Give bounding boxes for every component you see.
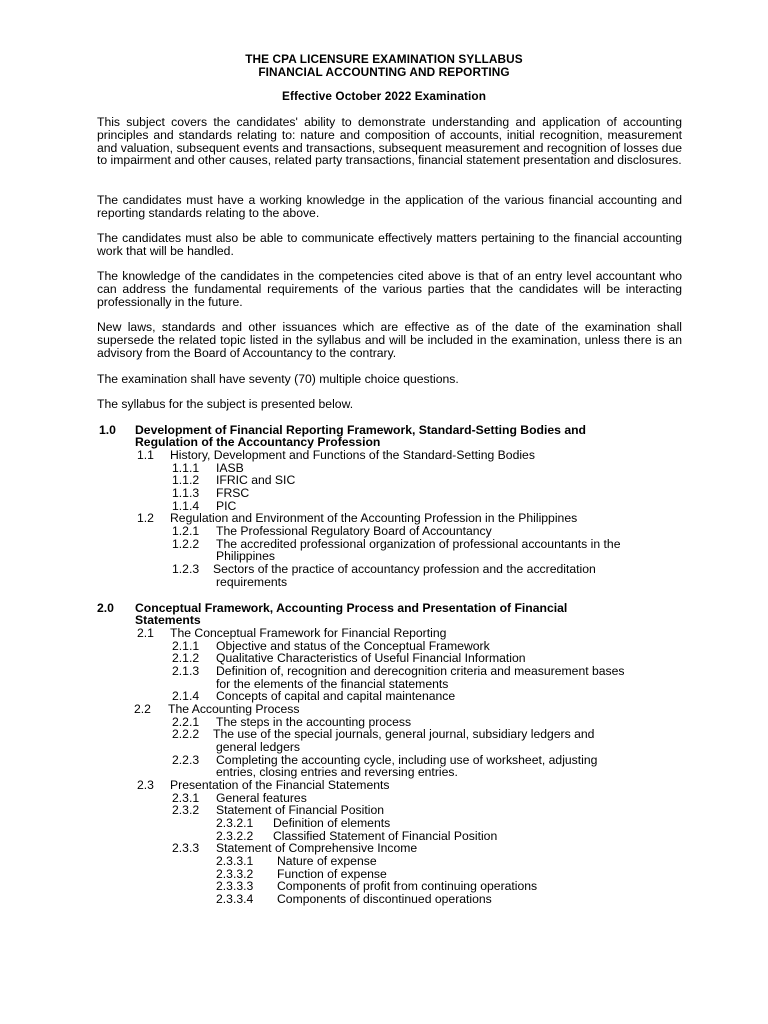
outline-heading: Conceptual Framework, Accounting Process and Presentation of Financial: [135, 601, 568, 615]
paragraph-question-count: The examination shall have seventy (70) multiple choice questions.: [97, 372, 459, 386]
outline-number: 2.3.2: [172, 803, 200, 817]
outline-heading-cont: Regulation of the Accountancy Profession: [135, 435, 381, 449]
outline-number: 2.3.2.2: [216, 829, 254, 843]
outline-item: The Conceptual Framework for Financial Reporting: [170, 626, 447, 640]
outline-number: 2.2.2: [172, 727, 200, 741]
outline-item: The steps in the accounting process: [216, 715, 412, 729]
outline-item: Presentation of the Financial Statements: [170, 778, 390, 792]
outline-number: 2.3.2.1: [216, 816, 254, 830]
outline-number: 2.2.3: [172, 753, 200, 767]
outline-number: 2.3.1: [172, 791, 200, 805]
outline-number: 2.3.3.1: [216, 854, 254, 868]
outline-number: 2.3.3: [172, 841, 200, 855]
outline-number: 2.3.3.3: [216, 879, 254, 893]
outline-number: 2.1.2: [172, 651, 200, 665]
outline-item-cont: Philippines: [216, 549, 275, 563]
outline-number: 2.2: [134, 702, 151, 716]
outline-item: Statement of Comprehensive Income: [216, 841, 418, 855]
paragraph-entry-level: The knowledge of the candidates in the competencies cited above is that of an entry level accountant who can address the fundamental requirements of the various parties that the candidates will be interacting professionally in the future.: [97, 269, 682, 309]
outline-item: The use of the special journals, general journal, subsidiary ledgers and: [213, 727, 595, 741]
outline-item-cont: general ledgers: [216, 740, 301, 754]
paragraph-working-knowledge: The candidates must have a working knowledge in the application of the various financial accounting and reporting standards relating to the above.: [97, 193, 682, 220]
outline-item: Components of profit from continuing operations: [277, 879, 538, 893]
outline-number: 1.2.2: [172, 537, 200, 551]
document-title: THE CPA LICENSURE EXAMINATION SYLLABUS: [245, 52, 523, 66]
outline-item: The Professional Regulatory Board of Accountancy: [216, 524, 492, 538]
outline-number: 2.0: [97, 601, 114, 615]
outline-number: 1.1: [137, 448, 154, 462]
outline-number: 2.3: [137, 778, 154, 792]
outline-item: Objective and status of the Conceptual Framework: [216, 639, 490, 653]
outline-item: Regulation and Environment of the Accounting Profession in the Philippines: [170, 511, 578, 525]
outline-item: Completing the accounting cycle, including use of worksheet, adjusting: [216, 753, 598, 767]
outline-number: 1.2.1: [172, 524, 200, 538]
outline-item: Definition of, recognition and derecognition criteria and measurement bases: [216, 664, 625, 678]
outline-item: Definition of elements: [273, 816, 391, 830]
outline-number: 1.2.3: [172, 562, 200, 576]
paragraph-communicate: The candidates must also be able to communicate effectively matters pertaining to the financial accounting work that will be handled.: [97, 231, 682, 258]
outline-item-cont: for the elements of the financial statements: [216, 677, 449, 691]
intro-paragraph: This subject covers the candidates' ability to demonstrate understanding and application of accounting principles and standards relating to: nature and composition of accounts, initial recognition, measurement and valuation, subsequent events and transactions, subsequent measurement and recognition of losses due to impairment and other causes, related party transactions, financial statement presentation and disclosures.: [97, 115, 682, 168]
outline-number: 2.3.3.2: [216, 867, 254, 881]
outline-item: General features: [216, 791, 307, 805]
outline-number: 2.2.1: [172, 715, 200, 729]
outline-item: History, Development and Functions of the Standard-Setting Bodies: [170, 448, 535, 462]
outline-item: The Accounting Process: [168, 702, 300, 716]
outline-number: 1.2: [137, 511, 154, 525]
outline-item: Classified Statement of Financial Position: [273, 829, 498, 843]
outline-item: Nature of expense: [277, 854, 377, 868]
outline-item: Function of expense: [277, 867, 387, 881]
outline-item: The accredited professional organization of professional accountants in the: [216, 537, 621, 551]
document-subtitle: FINANCIAL ACCOUNTING AND REPORTING: [258, 65, 510, 79]
outline-number: 2.1.1: [172, 639, 200, 653]
outline-number: 2.1.3: [172, 664, 200, 678]
outline-heading-cont: Statements: [135, 613, 201, 627]
outline-item: PIC: [216, 499, 237, 513]
outline-number: 2.3.3.4: [216, 892, 254, 906]
outline-item: Sectors of the practice of accountancy profession and the accreditation: [213, 562, 596, 576]
outline-item: IFRIC and SIC: [216, 473, 296, 487]
outline-item-cont: entries, closing entries and reversing entries.: [216, 765, 458, 779]
outline-number: 1.1.3: [172, 486, 200, 500]
effective-date: Effective October 2022 Examination: [281, 89, 487, 103]
outline-heading: Development of Financial Reporting Framework, Standard-Setting Bodies and: [135, 423, 586, 437]
outline-item: Components of discontinued operations: [277, 892, 492, 906]
outline-item: Qualitative Characteristics of Useful Financial Information: [216, 651, 526, 665]
outline-number: 2.1.4: [172, 689, 200, 703]
outline-number: 1.1.4: [172, 499, 200, 513]
outline-number: 1.1.2: [172, 473, 200, 487]
outline-number: 1.0: [99, 423, 116, 437]
outline-item: Statement of Financial Position: [216, 803, 385, 817]
outline-item: IASB: [216, 461, 244, 475]
paragraph-new-laws: New laws, standards and other issuances which are effective as of the date of the examination shall supersede the related topic listed in the syllabus and will be included in the examination, unless there is an advisory from the Board of Accountancy to the contrary.: [97, 320, 682, 360]
outline-number: 2.1: [137, 626, 154, 640]
outline-number: 1.1.1: [172, 461, 200, 475]
outline-item-cont: requirements: [216, 575, 288, 589]
outline-item: FRSC: [216, 486, 250, 500]
paragraph-syllabus-intro: The syllabus for the subject is presented below.: [97, 397, 354, 411]
outline-item: Concepts of capital and capital maintenance: [216, 689, 456, 703]
